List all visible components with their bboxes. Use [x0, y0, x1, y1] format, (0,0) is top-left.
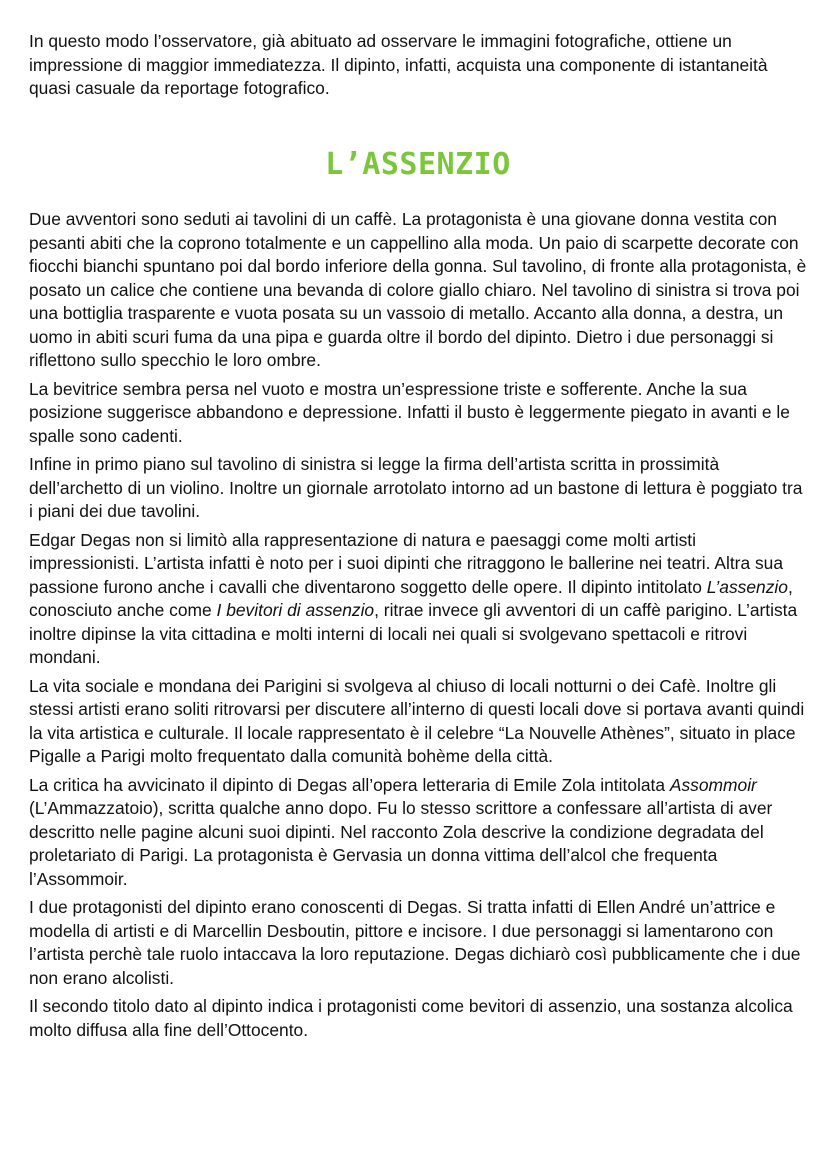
paragraph-second-title: Il secondo titolo dato al dipinto indica i protagonisti come bevitori di assenzio, una sostanza alcolica molto diffusa alla fine dell’Ottocento.: [29, 996, 793, 1040]
paragraph-description: Due avventori sono seduti ai tavolini di un caffè. La protagonista è una giovane donna vestita con pesanti abiti che la coprono totalmente e un cappellino alla moda. Un paio di scarpette decorate con fiocchi bianchi spuntano poi dal bordo inferiore della gonna. Sul tavolino, di fronte alla protagonista, è posato un calice che contiene una bevanda di colore giallo chiaro. Nel tavolino di sinistra si trova poi una bottiglia trasparente e vuota posata su un vassoio di metallo. Accanto alla donna, a destra, un uomo in abiti scuri fuma da una pipa e guarda oltre il bordo del dipinto. Dietro i due personaggi si riflettono sullo specchio le loro ombre.: [29, 209, 807, 370]
intro-paragraph: In questo modo l’osservatore, già abituato ad osservare le immagini fotografiche, ottiene un impressione di maggior immediatezza. Il dipinto, infatti, acquista una componente di istantaneità quasi casuale da reportage fotografico.: [29, 31, 768, 98]
text-span: (L’Ammazzatoio), scritta qualche anno dopo. Fu lo stesso scrittore a confessare all’artista di aver descritto nelle pagine alcuni suoi dipinti. Nel racconto Zola descrive la condizione degradata del proletariato di Parigi. La protagonista è Gervasia un donna vittima dell’alcol che frequenta l’Assommoir.: [29, 798, 773, 889]
paragraph-models: I due protagonisti del dipinto erano conoscenti di Degas. Si tratta infatti di Ellen André un’attrice e modella di artisti e di Marcellin Desboutin, pittore e incisore. I due personaggi si lamentarono con l’artista perchè tale ruolo intaccava la loro reputazione. Degas dichiarò così pubblicamente che i due non erano alcolisti.: [29, 897, 801, 988]
paragraph-signature: Infine in primo piano sul tavolino di sinistra si legge la firma dell’artista scritta in prossimità dell’archetto di un violino. Inoltre un giornale arrotolato intorno ad un bastone di lettura è poggiato tra i piani dei due tavolini.: [29, 454, 803, 521]
paragraph-social-life: La vita sociale e mondana dei Parigini si svolgeva al chiuso di locali notturni o dei Cafè. Inoltre gli stessi artisti erano soliti ritrovarsi per discutere all’interno di questi locali dove si portava avanti quindi la vita artistica e culturale. Il locale rappresentato è il celebre “La Nouvelle Athènes”, situato in place Pigalle a Parigi molto frequentato dalla comunità bohème della città.: [29, 675, 805, 766]
article-body: [29, 208, 807, 1047]
artwork-alt-title: I bevitori di assenzio: [216, 600, 375, 620]
paragraph-expression: La bevitrice sembra persa nel vuoto e mostra un’espressione triste e sofferente. Anche la sua posizione suggerisce abbandono e depressione. Infatti il busto è leggermente piegato in avanti e le spalle sono cadenti.: [29, 378, 790, 446]
text-span: La critica ha avvicinato il dipinto di Degas all’opera letteraria di Emile Zola intitolata: [29, 774, 670, 795]
novel-title: Assommoir: [669, 774, 757, 795]
text-span: , conosciuto anche come: [29, 576, 793, 620]
page-title: L’ASSENZIO: [325, 147, 511, 182]
text-span: Edgar Degas non si limitò alla rappresentazione di natura e paesaggi come molti artisti impressionisti. L’artista infatti è noto per i suoi dipinti che ritraggono le ballerine nei teatri. Altra sua passione furono anche i cavalli che diventarono soggetto delle opere. Il dipinto intitolato: [29, 529, 783, 597]
artwork-title: L’assenzio: [706, 576, 788, 597]
paragraph-zola: [29, 774, 807, 892]
text-span: , ritrae invece gli avventori di un caffè parigino. L’artista inoltre dipinse la vita cittadina e molti interni di locali nei quali si svolgevano spettacoli e ritrovi mondani.: [29, 600, 798, 667]
document-page: [29, 30, 807, 1040]
paragraph-degas: [29, 529, 807, 670]
